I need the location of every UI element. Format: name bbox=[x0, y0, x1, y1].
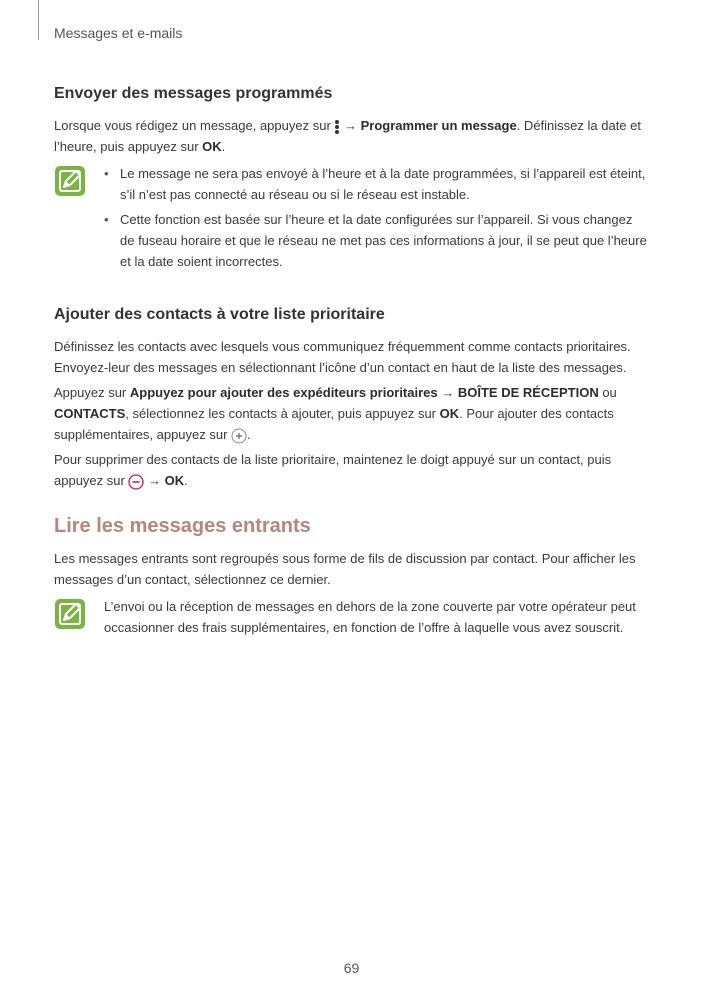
note-pencil-icon bbox=[54, 165, 86, 197]
remove-icon bbox=[128, 474, 144, 490]
note-scheduled bbox=[54, 163, 648, 272]
section-heading-priority: Ajouter des contacts à votre liste prioritaire bbox=[54, 306, 385, 323]
note-roaming bbox=[54, 596, 648, 638]
page-content bbox=[54, 83, 648, 638]
header-rule bbox=[38, 0, 39, 40]
section-heading-scheduled: Envoyer des messages programmés bbox=[54, 85, 333, 102]
priority-remove-instructions: Pour supprimer des contacts de la liste prioritaire, maintenez le doigt appuyé sur un contact, puis appuyez sur → OK. bbox=[54, 452, 612, 488]
header-title: Messages et e-mails bbox=[54, 25, 183, 41]
note-bullet-item: • Cette fonction est basée sur l’heure et la date configurées sur l’appareil. Si vous changez de fuseau horaire et que le réseau ne met pas ces informations à jour, il se peut que l’heure et la date soient incorrectes. bbox=[104, 212, 647, 269]
add-icon bbox=[231, 428, 247, 444]
chapter-heading-incoming: Lire les messages entrants bbox=[54, 515, 311, 537]
note-text: L’envoi ou la réception de messages en dehors de la zone couverte par votre opérateur peut occasionner des frais supplémentaires, en fonction de l’offre à laquelle vous avez souscrit. bbox=[104, 599, 636, 635]
scheduled-intro: Lorsque vous rédigez un message, appuyez sur → Programmer un message. Définissez la date et l’heure, puis appuyez sur OK. bbox=[54, 118, 641, 154]
priority-intro: Définissez les contacts avec lesquels vous communiquez fréquemment comme contacts prioritaires. Envoyez-leur des messages en sélectionnant l’icône d’un contact en haut de la liste des messages. bbox=[54, 339, 631, 375]
note-bullet-list bbox=[104, 163, 648, 272]
priority-add-instructions: Appuyez sur Appuyez pour ajouter des expéditeurs prioritaires → BOÎTE DE RÉCEPTION ou CONTACTS, sélectionnez les contacts à ajouter, puis appuyez sur OK. Pour ajouter des contacts supplémentaires, appuyez sur . bbox=[54, 385, 617, 442]
note-bullet-item: • Le message ne sera pas envoyé à l’heure et à la date programmées, si l’appareil est éteint, s’il n’est pas connecté au réseau ou si le réseau est instable. bbox=[104, 166, 646, 202]
page-number: 69 bbox=[343, 960, 360, 976]
incoming-intro: Les messages entrants sont regroupés sous forme de fils de discussion par contact. Pour afficher les messages d’un contact, sélectionnez ce dernier. bbox=[54, 551, 636, 587]
note-pencil-icon bbox=[54, 598, 86, 630]
